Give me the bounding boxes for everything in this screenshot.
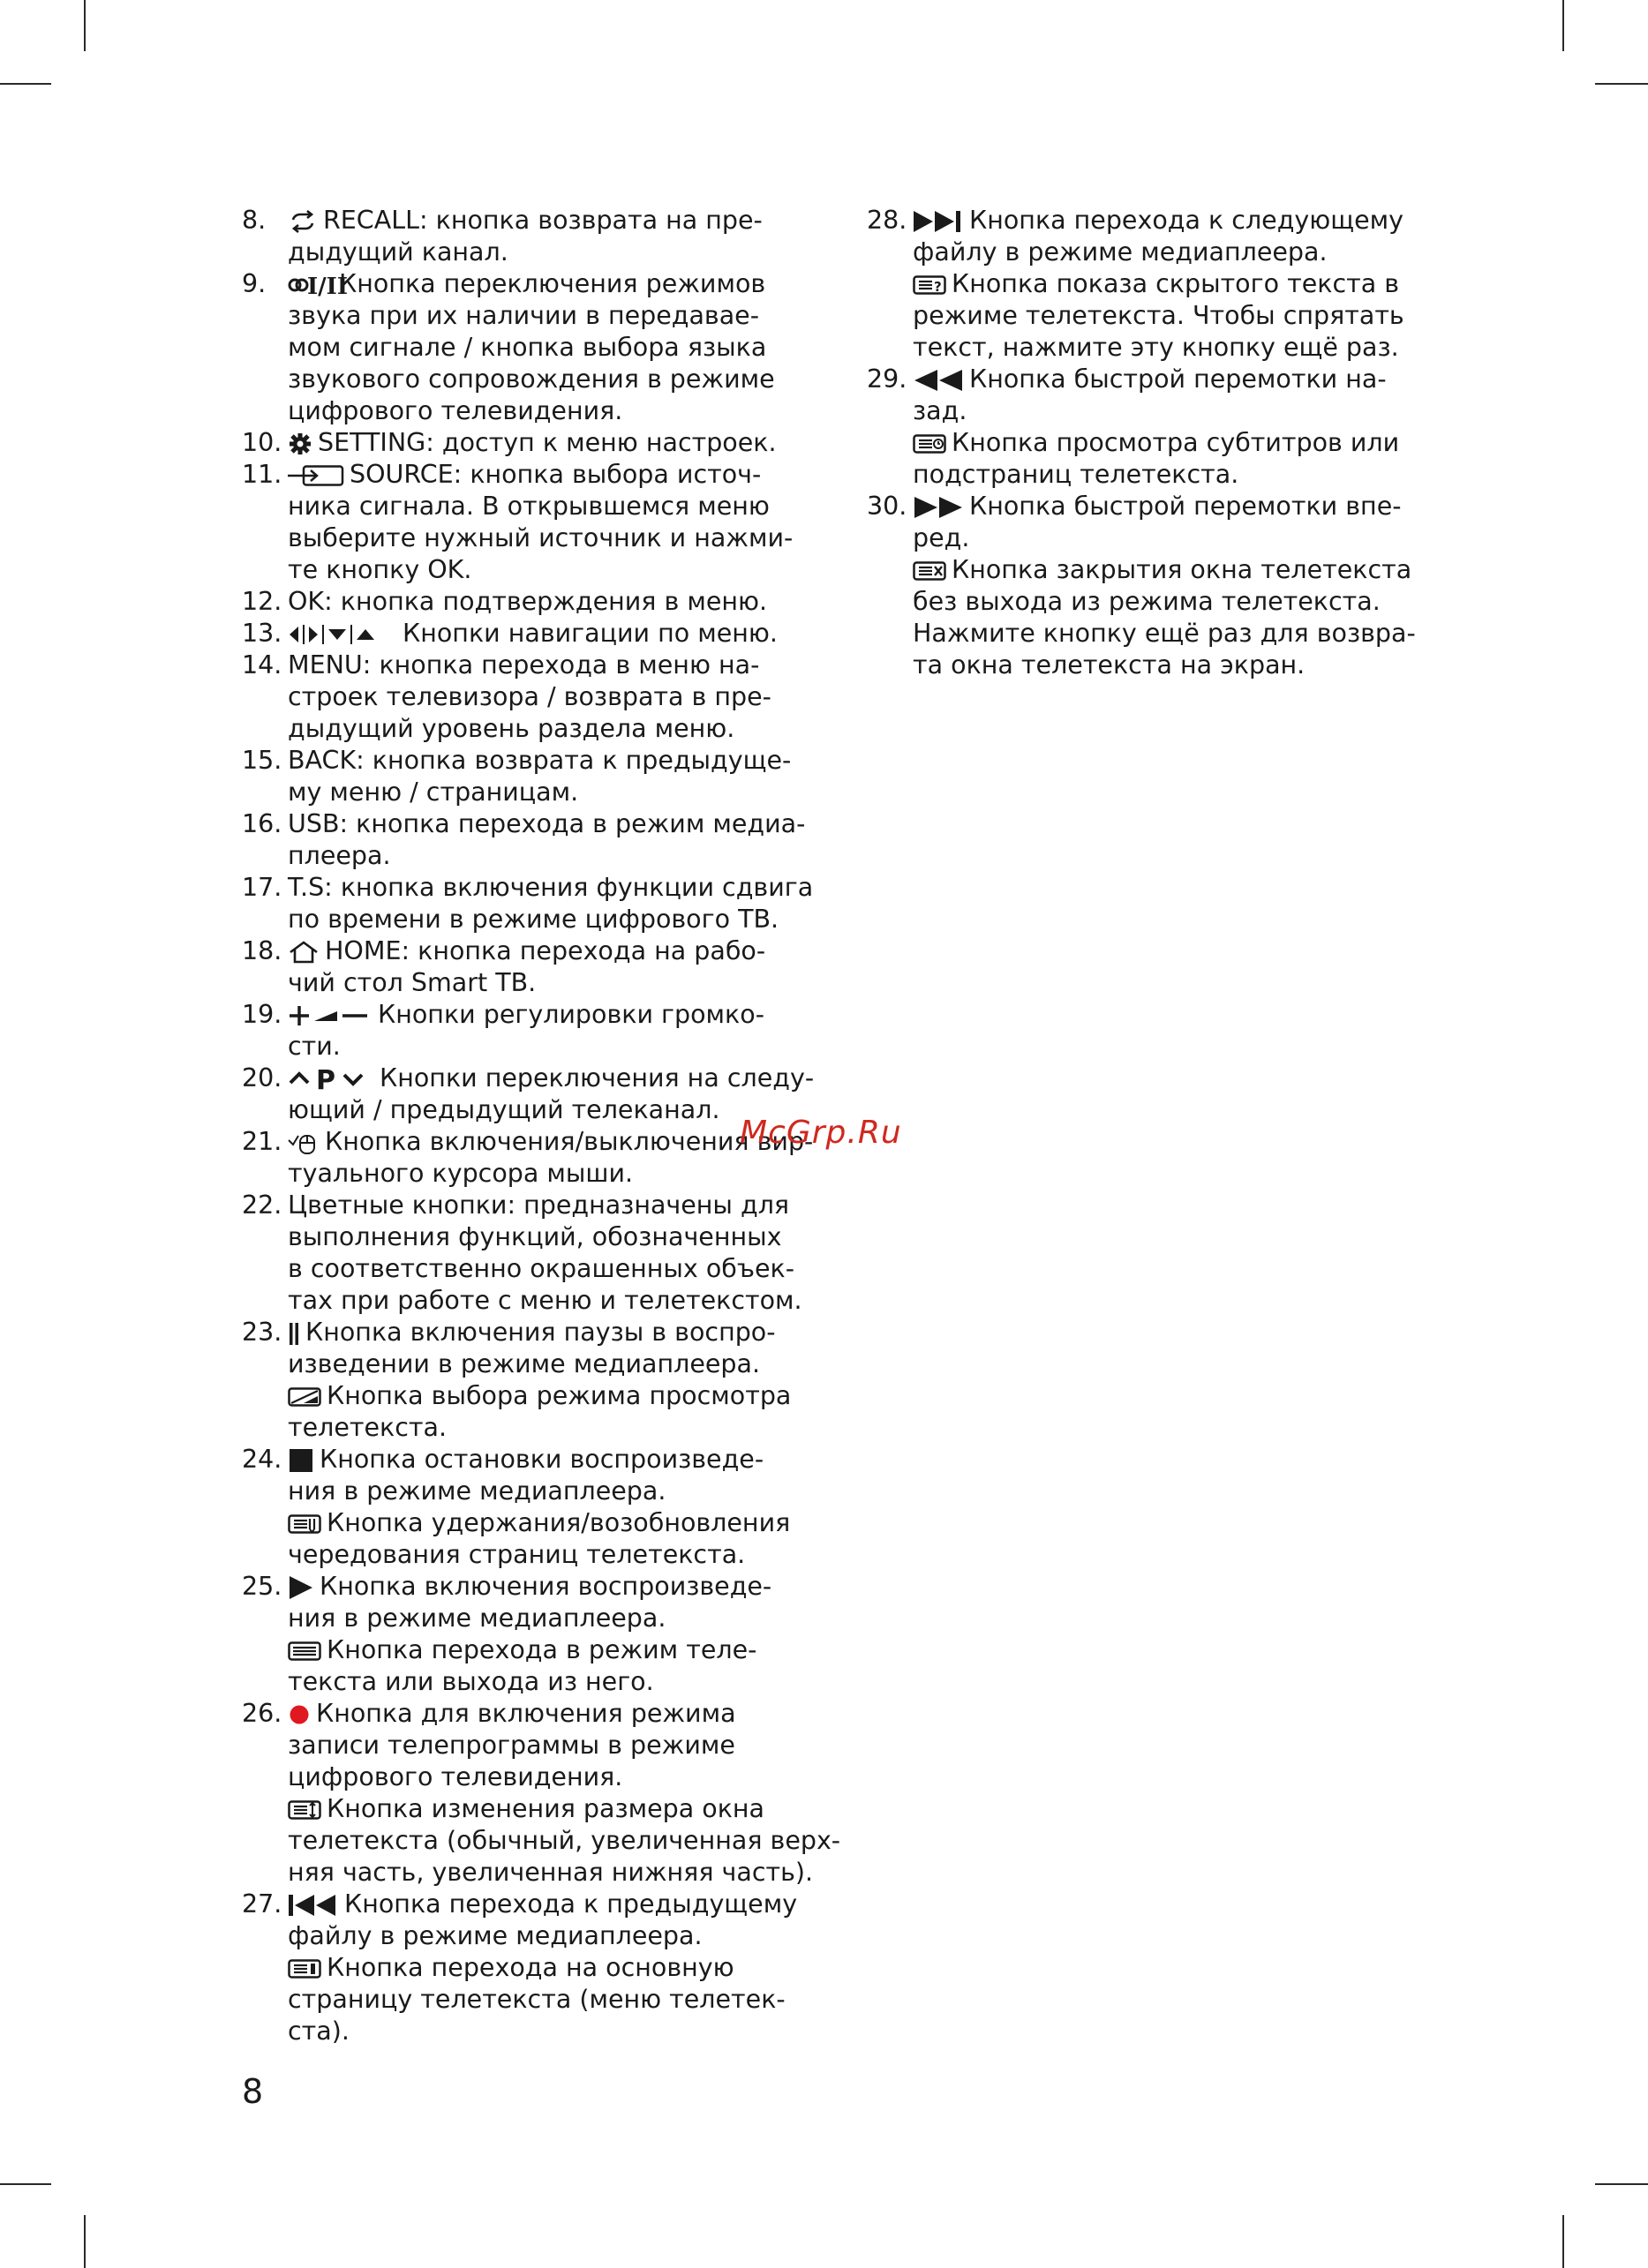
item-text: файлу в режиме медиаплеера.: [288, 1921, 703, 1950]
item-text-line: [288, 2016, 847, 2047]
play-icon: [288, 1576, 314, 1599]
item-text-line: [288, 1158, 847, 1190]
item-number: 22.: [242, 1190, 282, 1220]
list-item: [242, 650, 847, 745]
item-text-line: [288, 1253, 847, 1285]
item-description: [288, 808, 847, 872]
next-icon: [913, 210, 964, 233]
item-description: [288, 999, 847, 1063]
item-text-line: [288, 364, 847, 395]
item-text: зад.: [913, 396, 967, 425]
item-text: ния в режиме медиаплеера.: [288, 1603, 666, 1633]
crop-mark: [0, 83, 51, 85]
sound-mode-icon: [288, 274, 348, 300]
item-text: Кнопка переключения режимов: [339, 269, 766, 298]
item-description: [288, 268, 847, 427]
item-text-line: [913, 237, 1467, 268]
item-text: мом сигнале / кнопка выбора языка: [288, 333, 767, 362]
item-text-line: [288, 808, 847, 840]
list-item: [242, 205, 847, 268]
record-icon: [288, 1703, 311, 1726]
teletext-hold-icon: [288, 1513, 321, 1536]
item-text-line: [288, 1984, 847, 2016]
item-text: Кнопка перехода на основную: [327, 1953, 734, 1982]
item-text: RECALL: кнопка возврата на пре-: [323, 206, 763, 235]
item-text-line: [288, 554, 847, 586]
list-item: [242, 268, 847, 427]
channel-icon: [288, 1065, 374, 1096]
item-text: чередования страниц телетекста.: [288, 1540, 746, 1569]
svg-text:I/II: I/II: [307, 274, 348, 300]
crop-mark: [1595, 2183, 1648, 2185]
item-description: [288, 650, 847, 745]
item-text: текст, нажмите эту кнопку ещё раз.: [913, 333, 1399, 362]
item-description: [288, 1444, 847, 1571]
item-text: текста или выхода из него.: [288, 1667, 654, 1696]
item-text: изведении в режиме медиаплеера.: [288, 1349, 761, 1378]
item-description: [288, 459, 847, 586]
crop-mark: [1595, 83, 1648, 85]
item-text: BACK: кнопка возврата к предыдуще-: [288, 746, 792, 775]
item-text-line: [288, 1063, 847, 1094]
watermark: McGrp.Ru: [740, 1115, 902, 1151]
item-text-line: [288, 522, 847, 554]
item-text: SOURCE: кнопка выбора источ-: [350, 460, 762, 489]
item-number: 30.: [867, 492, 907, 521]
list-item: [242, 745, 847, 808]
item-text: записи телепрограммы в режиме: [288, 1731, 735, 1760]
teletext-subtitle-icon: [913, 432, 946, 455]
item-text-line: [288, 1920, 847, 1952]
item-text: Кнопка изменения размера окна: [327, 1794, 765, 1823]
item-description: [288, 935, 847, 999]
item-text: Кнопка выбора режима просмотра: [327, 1381, 792, 1410]
item-text: чий стол Smart TB.: [288, 968, 537, 997]
item-text: няя часть, увеличенная нижняя часть).: [288, 1858, 814, 1887]
item-text-line: [288, 967, 847, 999]
teletext-index-icon: [288, 1957, 321, 1980]
item-number: 16.: [242, 809, 282, 838]
source-icon: [288, 464, 344, 487]
item-text-line: [288, 999, 847, 1031]
item-text: Кнопка для включения режима: [316, 1699, 736, 1728]
item-text: тах при работе с меню и телетекстом.: [288, 1286, 802, 1315]
item-text: Кнопка быстрой перемотки на-: [969, 364, 1387, 394]
item-text-line: [288, 1476, 847, 1507]
item-text: звукового сопровождения в режиме: [288, 364, 775, 394]
item-text: Кнопка перехода в режим теле-: [327, 1635, 757, 1664]
item-text: Кнопка перехода к предыдущему: [344, 1889, 798, 1919]
item-text: в соответственно окрашенных объек-: [288, 1254, 794, 1283]
list-item: [242, 586, 847, 618]
item-text-line: [913, 364, 1467, 395]
item-text-line: [288, 1603, 847, 1634]
item-number: 19.: [242, 1000, 282, 1029]
list-item: [242, 427, 847, 459]
item-text-line: [913, 300, 1467, 332]
item-description: [288, 618, 847, 650]
item-text-line: [913, 586, 1467, 618]
item-text: HOME: кнопка перехода на рабо-: [325, 936, 766, 965]
list-item: [867, 205, 1467, 364]
rewind-icon: [913, 369, 964, 392]
right-column: [867, 205, 1467, 681]
item-description: [288, 1190, 847, 1317]
item-text-line: [288, 1761, 847, 1793]
item-text-line: [288, 459, 847, 491]
item-text-line: [288, 427, 847, 459]
item-text-line: [288, 268, 847, 300]
item-text-line: [913, 205, 1467, 237]
teletext-icon: [288, 1640, 321, 1663]
item-text-line: [288, 1634, 847, 1666]
crop-mark: [1562, 0, 1564, 51]
item-text-line: [288, 840, 847, 872]
item-text: плеера.: [288, 841, 391, 870]
item-text-line: [288, 1285, 847, 1317]
fast-forward-icon: [913, 496, 964, 519]
list-item: [242, 1698, 847, 1889]
item-text: ста).: [288, 2016, 350, 2046]
teletext-reveal-icon: [913, 274, 946, 297]
item-text-line: [913, 554, 1467, 586]
item-text: подстраниц телетекста.: [913, 460, 1239, 489]
item-number: 26.: [242, 1699, 282, 1728]
item-text-line: [288, 1666, 847, 1698]
item-text: Кнопка включения паузы в воспро-: [305, 1318, 776, 1347]
item-text: ред.: [913, 523, 970, 552]
volume-icon: [288, 1004, 372, 1027]
list-item: [242, 999, 847, 1063]
item-description: [913, 364, 1467, 491]
item-text-line: [288, 618, 847, 650]
item-text: без выхода из режима телетекста.: [913, 587, 1381, 616]
item-text: страницу телетекста (меню телетек-: [288, 1985, 786, 2014]
item-text-line: [288, 904, 847, 935]
item-text-line: [288, 745, 847, 777]
teletext-mix-icon: [288, 1386, 321, 1408]
item-text-line: [288, 1857, 847, 1889]
item-text: Кнопки регулировки громко-: [378, 1000, 764, 1029]
item-text: T.S: кнопка включения функции сдвига: [288, 873, 814, 902]
item-text: по времени в режиме цифрового ТВ.: [288, 905, 779, 934]
mouse-cursor-icon: [288, 1131, 320, 1154]
item-text-line: [288, 1952, 847, 1984]
item-text-line: [913, 427, 1467, 459]
item-number: 8.: [242, 206, 267, 235]
item-text: OK: кнопка подтверждения в меню.: [288, 587, 768, 616]
item-description: [913, 205, 1467, 364]
list-item: [242, 935, 847, 999]
home-icon: [288, 941, 320, 964]
list-item: [242, 1190, 847, 1317]
item-number: 24.: [242, 1445, 282, 1474]
item-text-line: [288, 681, 847, 713]
crop-mark: [1562, 2215, 1564, 2268]
item-text: Кнопка быстрой перемотки впе-: [969, 492, 1402, 521]
item-text: файлу в режиме медиаплеера.: [913, 237, 1328, 267]
item-text-line: [913, 618, 1467, 650]
item-text-line: [288, 1412, 847, 1444]
item-text: звука при их наличии в передавае-: [288, 301, 759, 330]
item-text-line: [288, 1380, 847, 1412]
item-number: 28.: [867, 206, 907, 235]
item-text-line: [288, 1793, 847, 1825]
item-text: Кнопка включения/выключения вир-: [325, 1127, 814, 1156]
item-text-line: [288, 1507, 847, 1539]
item-text: Кнопка закрытия окна телетекста: [952, 555, 1412, 584]
item-number: 29.: [867, 364, 907, 394]
item-text-line: [913, 650, 1467, 681]
svg-text:P: P: [316, 1065, 335, 1096]
item-text: ника сигнала. В открывшемся меню: [288, 492, 770, 521]
item-text: му меню / страницам.: [288, 777, 579, 807]
item-number: 10.: [242, 428, 282, 457]
item-text: выполнения функций, обозначенных: [288, 1222, 782, 1251]
item-text: строек телевизора / возврата в пре-: [288, 682, 771, 711]
item-text: Цветные кнопки: предназначены для: [288, 1190, 790, 1220]
item-text-line: [288, 1317, 847, 1348]
item-text-line: [288, 650, 847, 681]
item-text: телетекста.: [288, 1413, 448, 1442]
item-text-line: [288, 395, 847, 427]
crop-mark: [84, 2215, 86, 2268]
item-text: режиме телетекста. Чтобы спрятать: [913, 301, 1404, 330]
list-item: [242, 872, 847, 935]
item-description: [288, 586, 847, 618]
item-text: туального курсора мыши.: [288, 1159, 634, 1188]
item-number: 13.: [242, 619, 282, 648]
item-description: [288, 205, 847, 268]
item-text-line: [288, 1698, 847, 1730]
item-text: Кнопка просмотра субтитров или: [952, 428, 1400, 457]
list-item: [242, 1571, 847, 1698]
item-text-line: [288, 1444, 847, 1476]
item-text-line: [288, 1825, 847, 1857]
item-number: 17.: [242, 873, 282, 902]
item-text: Кнопка остановки воспроизведе-: [320, 1445, 764, 1474]
item-description: [288, 1889, 847, 2047]
item-text-line: [288, 1571, 847, 1603]
item-text-line: [288, 935, 847, 967]
item-text: сти.: [288, 1032, 341, 1061]
item-text-line: [288, 872, 847, 904]
item-text: Кнопка включения воспроизведе-: [320, 1572, 772, 1601]
item-text-line: [288, 205, 847, 237]
item-text: MENU: кнопка перехода в меню на-: [288, 650, 760, 680]
gear-icon: [288, 432, 312, 455]
item-text-line: [913, 395, 1467, 427]
teletext-cancel-icon: [913, 559, 946, 582]
item-number: 25.: [242, 1572, 282, 1601]
item-text-line: [288, 586, 847, 618]
recall-icon: [288, 210, 318, 233]
item-text: цифрового телевидения.: [288, 1762, 623, 1791]
list-item: [867, 364, 1467, 491]
item-text-line: [288, 1730, 847, 1761]
item-text-line: [913, 522, 1467, 554]
item-text: Кнопки переключения на следу-: [380, 1063, 815, 1093]
list-item: [242, 1317, 847, 1444]
item-text-line: [288, 1889, 847, 1920]
item-number: 27.: [242, 1889, 282, 1919]
navigation-arrows-icon: [288, 623, 397, 646]
item-text: Кнопки навигации по меню.: [403, 619, 778, 648]
list-item: [867, 491, 1467, 681]
crop-mark: [84, 0, 86, 51]
item-text: ющий / предыдущий телеканал.: [288, 1095, 720, 1124]
item-text: телетекста (обычный, увеличенная верх-: [288, 1826, 841, 1855]
item-text: та окна телетекста на экран.: [913, 650, 1306, 680]
item-text-line: [288, 1031, 847, 1063]
item-number: 18.: [242, 936, 282, 965]
item-number: 15.: [242, 746, 282, 775]
item-text-line: [913, 268, 1467, 300]
item-text: Кнопка удержания/возобновления: [327, 1508, 791, 1537]
item-description: [288, 427, 847, 459]
item-text: ния в режиме медиаплеера.: [288, 1476, 666, 1506]
item-description: [288, 1317, 847, 1444]
item-text-line: [288, 777, 847, 808]
list-item: [242, 1444, 847, 1571]
item-text-line: [288, 1190, 847, 1221]
item-text-line: [288, 1539, 847, 1571]
item-text-line: [288, 1348, 847, 1380]
item-text: Нажмите кнопку ещё раз для возвра-: [913, 619, 1416, 648]
item-text-line: [288, 332, 847, 364]
item-text-line: [913, 332, 1467, 364]
item-text-line: [913, 491, 1467, 522]
list-item: [242, 459, 847, 586]
item-description: [288, 1698, 847, 1889]
item-text: дыдущий канал.: [288, 237, 508, 267]
item-description: [288, 1571, 847, 1698]
item-description: [288, 745, 847, 808]
item-text: SETTING: доступ к меню настроек.: [318, 428, 777, 457]
item-number: 12.: [242, 587, 282, 616]
item-text: те кнопку OK.: [288, 555, 472, 584]
item-description: [913, 491, 1467, 681]
crop-mark: [0, 2183, 51, 2185]
item-number: 20.: [242, 1063, 282, 1093]
item-text-line: [288, 491, 847, 522]
item-text: цифрового телевидения.: [288, 396, 623, 425]
item-description: [288, 872, 847, 935]
item-text: USB: кнопка перехода в режим медиа-: [288, 809, 806, 838]
teletext-size-icon: [288, 1799, 321, 1821]
item-text-line: [288, 713, 847, 745]
item-text-line: [288, 1221, 847, 1253]
item-number: 21.: [242, 1127, 282, 1156]
item-text: дыдущий уровень раздела меню.: [288, 714, 735, 743]
pause-icon: [288, 1322, 300, 1345]
page-number: 8: [242, 2072, 264, 2111]
item-number: 9.: [242, 269, 267, 298]
item-text: Кнопка перехода к следующему: [969, 206, 1404, 235]
item-number: 14.: [242, 650, 282, 680]
item-number: 11.: [242, 460, 282, 489]
list-item: [242, 808, 847, 872]
previous-icon: [288, 1894, 339, 1917]
item-text-line: [288, 300, 847, 332]
item-text: Кнопка показа скрытого текста в: [952, 269, 1400, 298]
item-text: выберите нужный источник и нажми-: [288, 523, 794, 552]
list-item: [242, 1889, 847, 2047]
svg-text:?: ?: [934, 279, 942, 295]
item-text-line: [913, 459, 1467, 491]
list-item: [242, 618, 847, 650]
item-text-line: [288, 237, 847, 268]
item-number: 23.: [242, 1318, 282, 1347]
stop-icon: [288, 1449, 314, 1472]
